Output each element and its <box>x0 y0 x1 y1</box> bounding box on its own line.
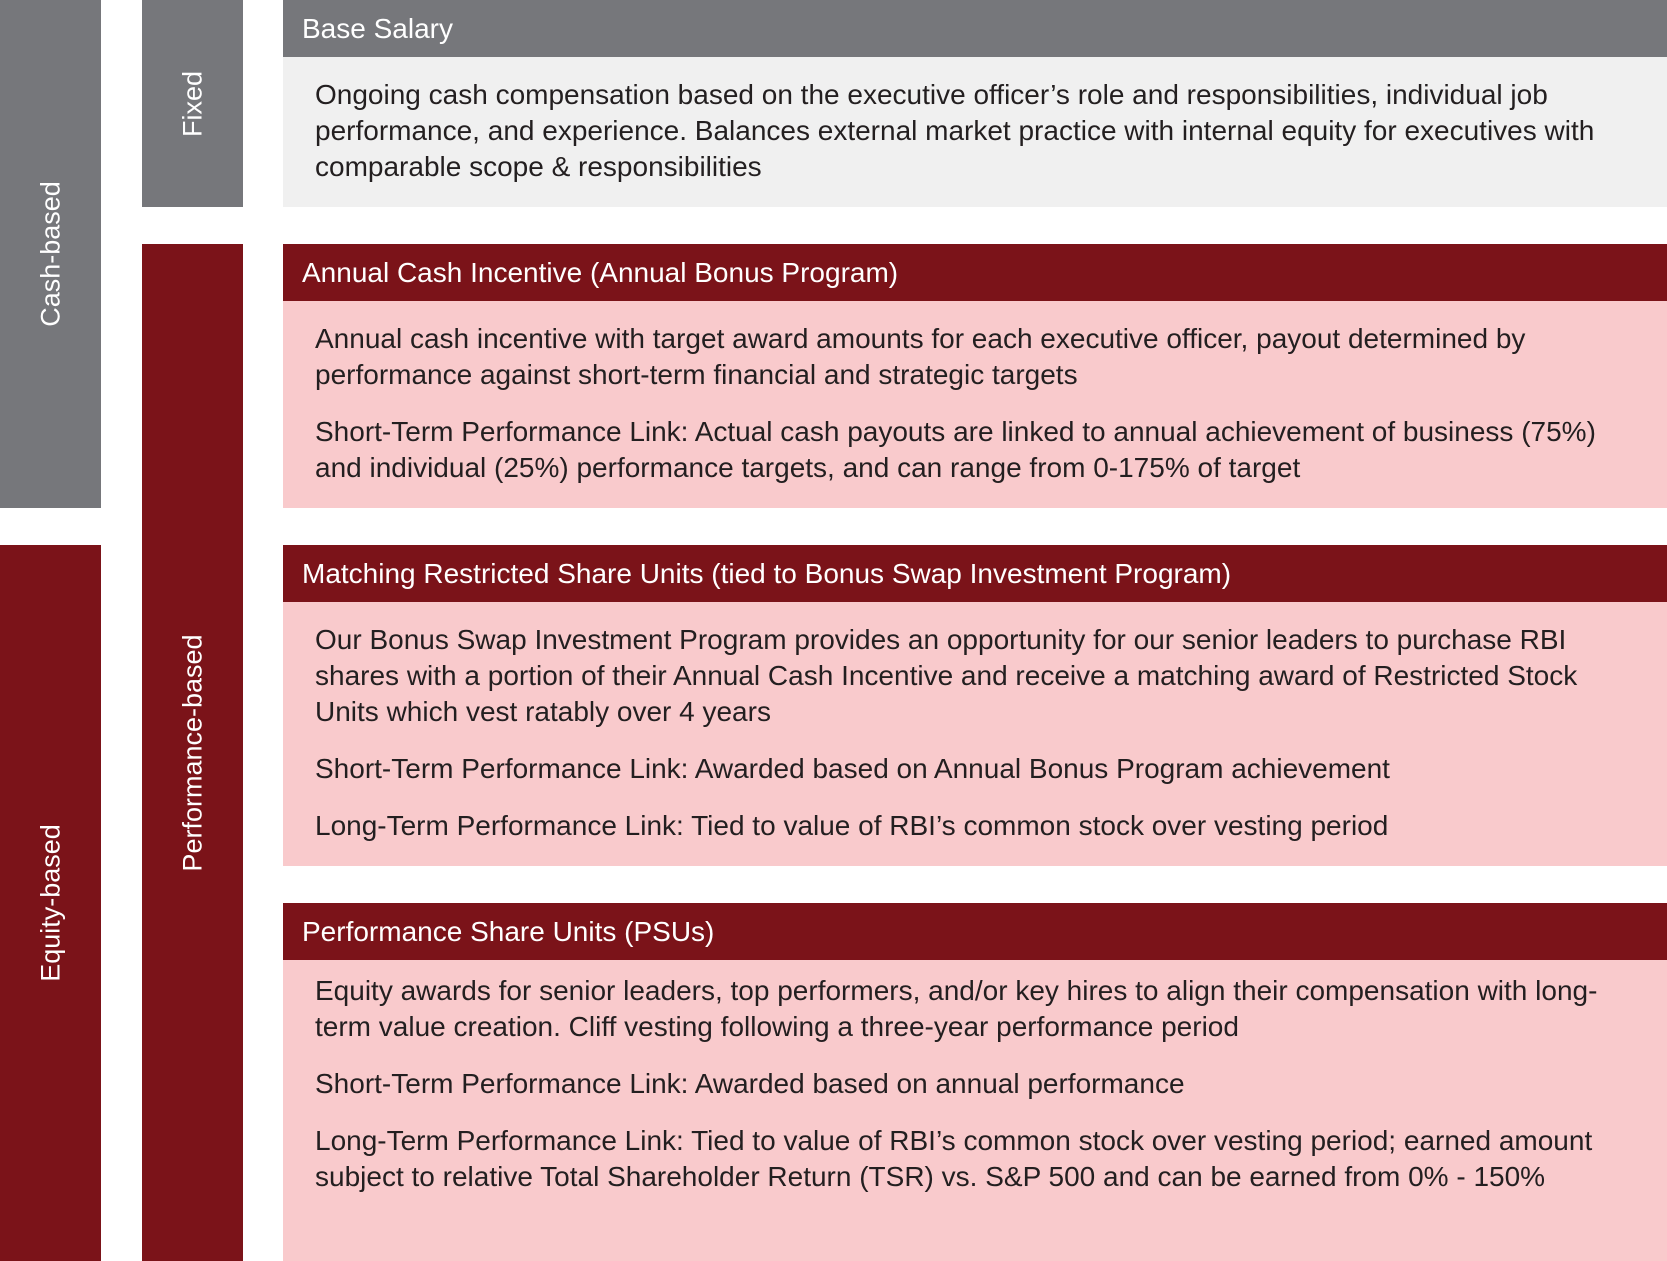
matching-rsu-long-term-link: Long-Term Performance Link: Tied to value of RBI’s common stock over vesting period <box>315 810 1389 841</box>
annual-cash-short-term-link: Short-Term Performance Link: Actual cash payouts are linked to annual achievement of business (75%) and individual (25%) performance targets, and can range from 0-175% of target <box>315 416 1596 483</box>
base-salary-body <box>283 57 1667 207</box>
matching-rsu-title: Matching Restricted Share Units (tied to Bonus Swap Investment Program) <box>283 545 1667 602</box>
annual-cash-description: Annual cash incentive with target award amounts for each executive officer, payout determined by performance against short-term financial and strategic targets <box>315 323 1526 390</box>
base-salary-description: Ongoing cash compensation based on the executive officer’s role and responsibilities, individual job performance, and experience. Balances external market practice with internal equity for executives with comparable scope & responsibilities <box>315 79 1595 182</box>
psu-body <box>283 960 1667 1261</box>
psu-short-term-link: Short-Term Performance Link: Awarded based on annual performance <box>315 1068 1185 1099</box>
psu-long-term-link: Long-Term Performance Link: Tied to value of RBI’s common stock over vesting period; earned amount subject to relative Total Shareholder Return (TSR) vs. S&P 500 and can be earned from 0% - 150% <box>315 1125 1593 1192</box>
psu-description: Equity awards for senior leaders, top performers, and/or key hires to align their compensation with long-term value creation. Cliff vesting following a three-year performance period <box>315 975 1598 1042</box>
psu-section <box>283 903 1667 1261</box>
performance-based-label: Performance-based <box>177 633 207 872</box>
psu-title: Performance Share Units (PSUs) <box>283 903 1667 960</box>
matching-rsu-short-term-link: Short-Term Performance Link: Awarded based on Annual Bonus Program achievement <box>315 753 1390 784</box>
annual-cash-section <box>283 244 1667 508</box>
base-salary-title: Base Salary <box>283 0 1667 57</box>
base-salary-section <box>283 0 1667 207</box>
matching-rsu-section <box>283 545 1667 866</box>
fixed-label: Fixed <box>177 70 207 137</box>
cash-based-bar <box>0 0 101 508</box>
annual-cash-body <box>283 301 1667 508</box>
equity-based-bar <box>0 545 101 1261</box>
performance-based-bar <box>142 244 243 1261</box>
fixed-bar <box>142 0 243 207</box>
matching-rsu-body <box>283 602 1667 866</box>
cash-based-label: Cash-based <box>35 181 65 327</box>
annual-cash-title: Annual Cash Incentive (Annual Bonus Program) <box>283 244 1667 301</box>
matching-rsu-description: Our Bonus Swap Investment Program provides an opportunity for our senior leaders to purchase RBI shares with a portion of their Annual Cash Incentive and receive a matching award of Restricted Stock Units which vest ratably over 4 years <box>315 624 1578 727</box>
equity-based-label: Equity-based <box>35 824 65 982</box>
